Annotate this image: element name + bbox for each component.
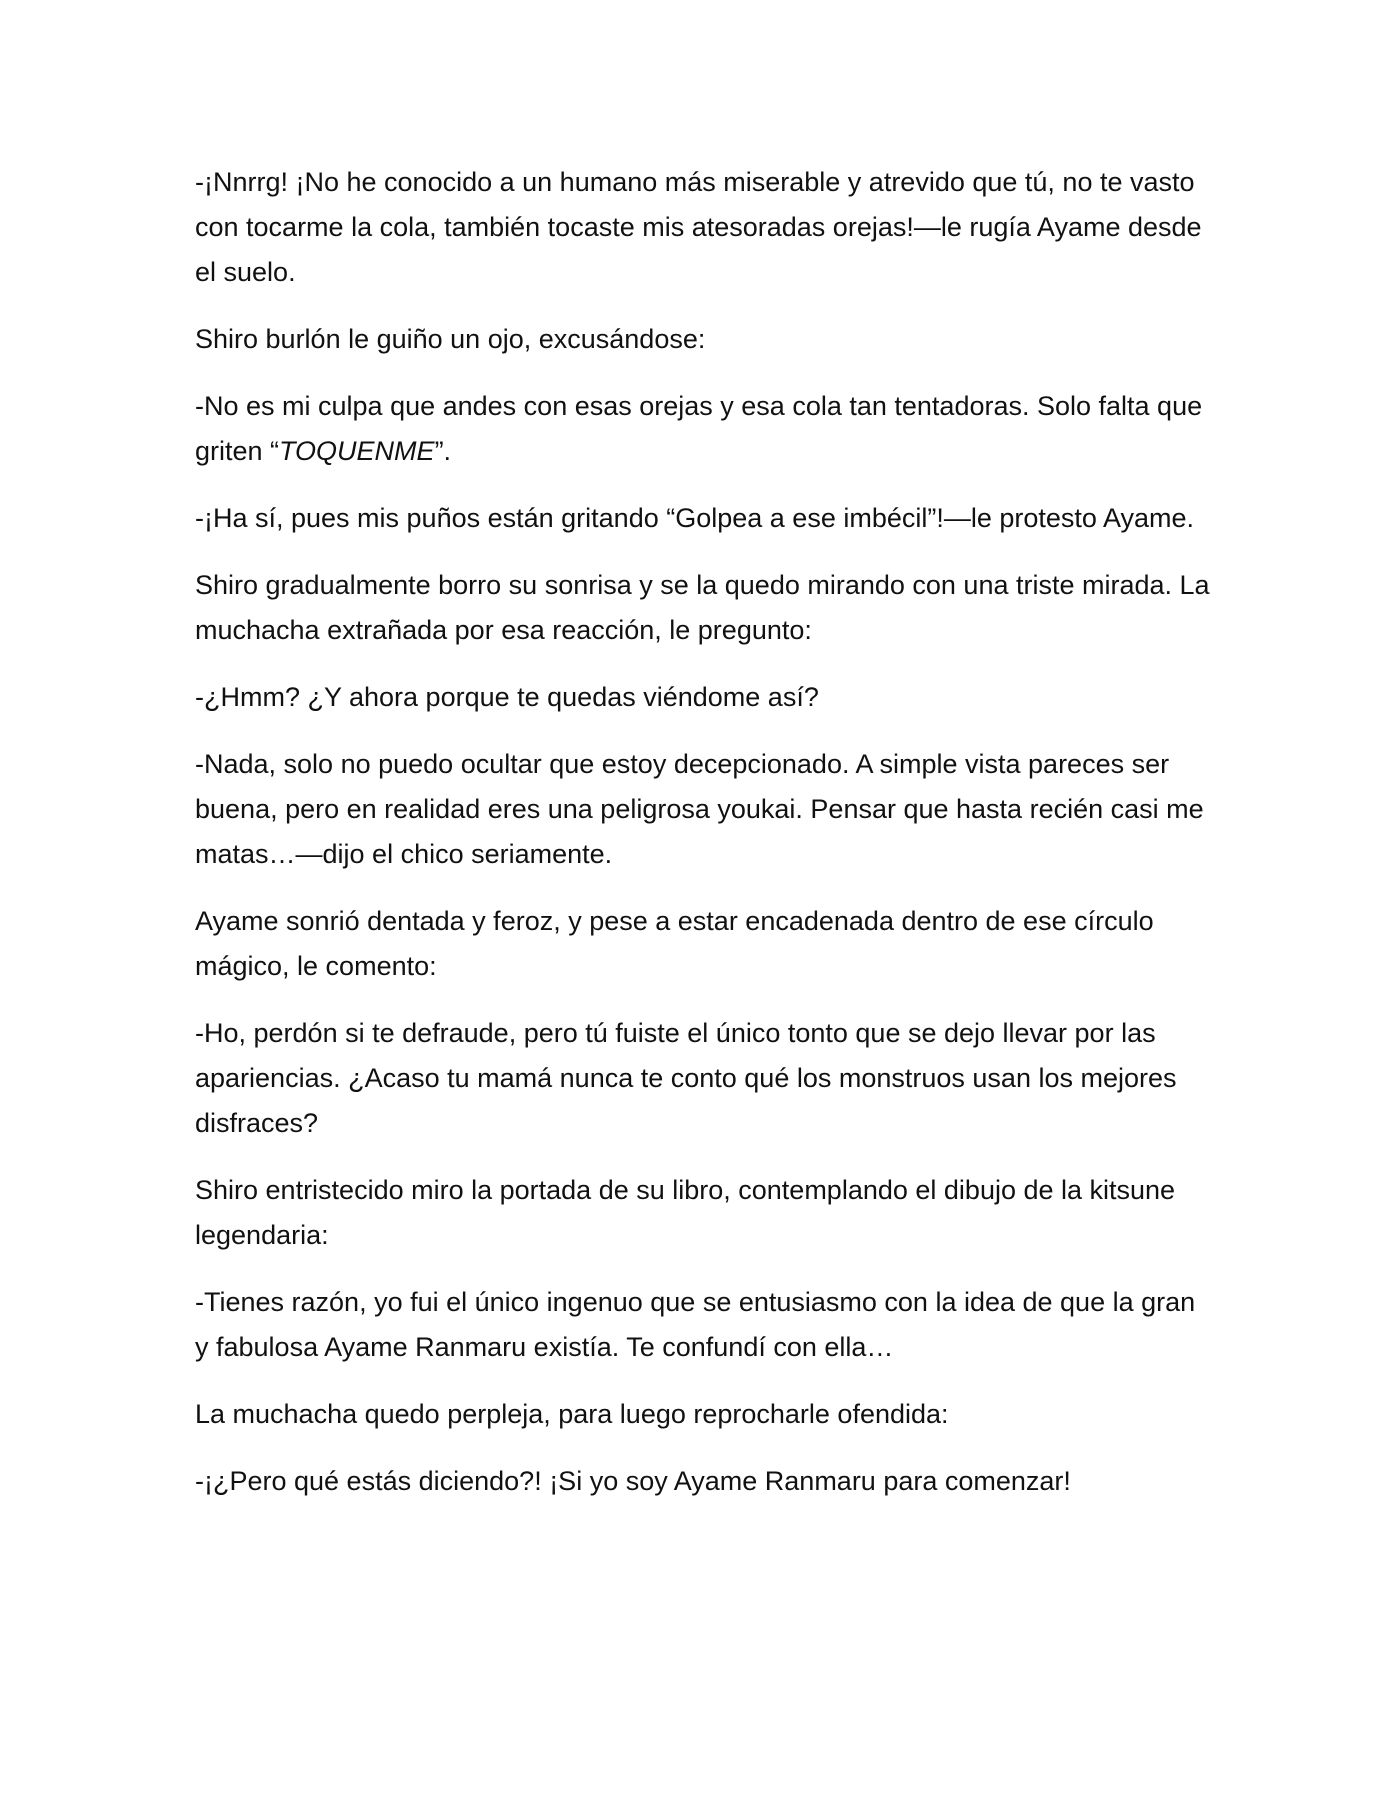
paragraph: -¡Ha sí, pues mis puños están gritando “Golpea a ese imbécil”!—le protesto Ayame.: [195, 503, 1194, 533]
paragraph: -Ho, perdón si te defraude, pero tú fuiste el único tonto que se dejo llevar por las apariencias. ¿Acaso tu mamá nunca te conto qué los monstruos usan los mejores disfraces?: [195, 1018, 1177, 1138]
paragraph: -Nada, solo no puedo ocultar que estoy decepcionado. A simple vista pareces ser buena, pero en realidad eres una peligrosa youkai. Pensar que hasta recién casi me matas…—dijo el chico seriamente.: [195, 749, 1204, 869]
paragraph: Shiro entristecido miro la portada de su libro, contemplando el dibujo de la kitsune legendaria:: [195, 1175, 1176, 1250]
paragraph: -¡Nnrrg! ¡No he conocido a un humano más miserable y atrevido que tú, no te vasto con tocarme la cola, también tocaste mis atesoradas orejas!—le rugía Ayame desde el suelo.: [195, 167, 1202, 287]
paragraph: -¿Hmm? ¿Y ahora porque te quedas viéndome así?: [195, 682, 819, 712]
emphasized-text: TOQUENME: [279, 436, 435, 466]
paragraph: Shiro burlón le guiño un ojo, excusándose:: [195, 324, 706, 354]
paragraph-text: ”.: [434, 436, 452, 466]
paragraph: -Tienes razón, yo fui el único ingenuo que se entusiasmo con la idea de que la gran y fabulosa Ayame Ranmaru existía. Te confundí con ella…: [195, 1287, 1196, 1362]
paragraph: Ayame sonrió dentada y feroz, y pese a estar encadenada dentro de ese círculo mágico, le comento:: [195, 906, 1154, 981]
paragraph: [195, 384, 1215, 474]
document-body: [195, 160, 1215, 1526]
paragraph: Shiro gradualmente borro su sonrisa y se la quedo mirando con una triste mirada. La muchacha extrañada por esa reacción, le pregunto:: [195, 570, 1210, 645]
paragraph-text: -No es mi culpa que andes con esas orejas y esa cola tan tentadoras. Solo falta que griten “: [195, 391, 1203, 466]
paragraph: -¡¿Pero qué estás diciendo?! ¡Si yo soy Ayame Ranmaru para comenzar!: [195, 1466, 1071, 1496]
paragraph: La muchacha quedo perpleja, para luego reprocharle ofendida:: [195, 1399, 949, 1429]
